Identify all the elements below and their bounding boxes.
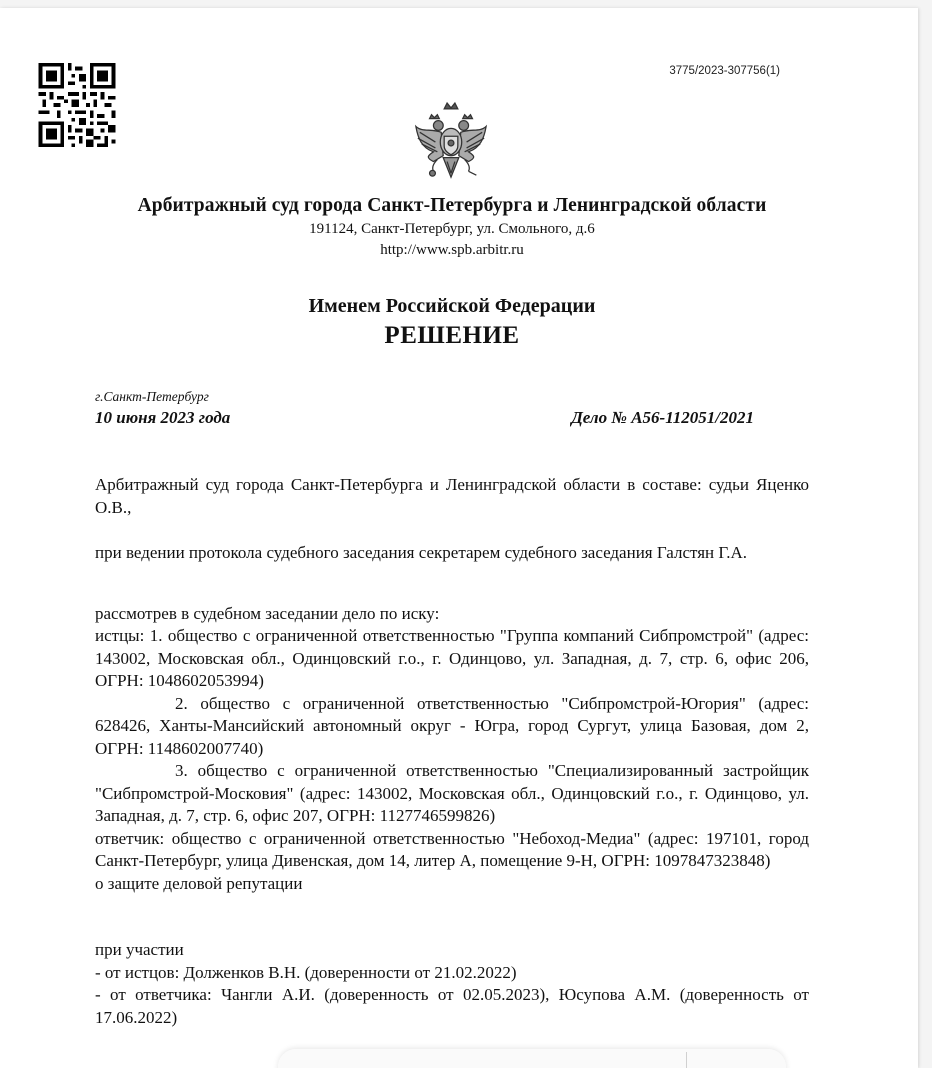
paragraph-plaintiff-1: истцы: 1. общество с ограниченной ответственностью "Группа компаний Сибпромстрой" (адрес: 143002, Московская обл., Одинцовский г.о., г. Одинцово, ул. Западная, д. 7, стр. 6, офис 206, ОГРН: 1048602053994) — [95, 626, 809, 690]
in-the-name-heading: Именем Российской Федерации — [308, 295, 596, 317]
paragraph-considered: рассмотрев в судебном заседании дело по иску: — [95, 603, 440, 623]
coat-of-arms-icon — [412, 99, 490, 189]
paragraph-from-defendant: - от ответчика: Чангли А.И. (доверенность от 02.05.2023), Юсупова А.М. (доверенность от 17.06.2022) — [95, 985, 809, 1027]
court-address: 191124, Санкт-Петербург, ул. Смольного, д.6 — [309, 221, 595, 237]
document-body — [95, 474, 809, 1029]
decision-title: РЕШЕНИЕ — [384, 322, 520, 349]
toolbar-divider — [686, 1052, 687, 1068]
document-id: 3775/2023-307756(1) — [669, 65, 780, 77]
court-url: http://www.spb.arbitr.ru — [380, 242, 524, 258]
case-number: Дело № А56-112051/2021 — [571, 408, 754, 427]
paragraph-participation: при участии — [95, 940, 184, 959]
court-name: Арбитражный суд города Санкт-Петербурга и Ленинградской области — [137, 195, 767, 216]
document-page — [0, 8, 918, 1068]
paragraph-subject: о защите деловой репутации — [95, 873, 303, 893]
paragraph-secretary: при ведении протокола судебного заседания секретарем судебного заседания Галстян Г.А. — [95, 543, 748, 562]
paragraph-defendant: ответчик: общество с ограниченной ответственностью "Небоход-Медиа" (адрес: 197101, город Санкт-Петербург, улица Дивенская, дом 14, литер А, помещение 9-Н, ОГРН: 1097847323848) — [95, 828, 809, 870]
bottom-toolbar-card[interactable] — [278, 1049, 786, 1068]
city: г.Санкт-Петербург — [95, 389, 209, 404]
paragraph-plaintiff-2: 2. общество с ограниченной ответственностью "Сибпромстрой-Югория" (адрес: 628426, Ханты-Мансийский автономный округ - Югра, город Сургут, улица Базовая, дом 2, ОГРН: 1148602007740) — [95, 693, 809, 758]
decision-date: 10 июня 2023 года — [95, 408, 231, 427]
paragraph-composition: Арбитражный суд города Санкт-Петербурга и Ленинградской области в составе: судьи Яценко О.В., — [95, 475, 809, 517]
paragraph-plaintiff-3: 3. общество с ограниченной ответственностью "Специализированный застройщик "Сибпромстрой-Московия" (адрес: 143002, Московская обл., Одинцовский г.о., г. Одинцово, ул. Западная, д. 7, стр. 6, офис 207, ОГРН: 1127746599826) — [95, 761, 809, 825]
qr-code-icon — [38, 63, 116, 147]
paragraph-from-plaintiffs: - от истцов: Долженков В.Н. (доверенности от 21.02.2022) — [95, 962, 517, 982]
